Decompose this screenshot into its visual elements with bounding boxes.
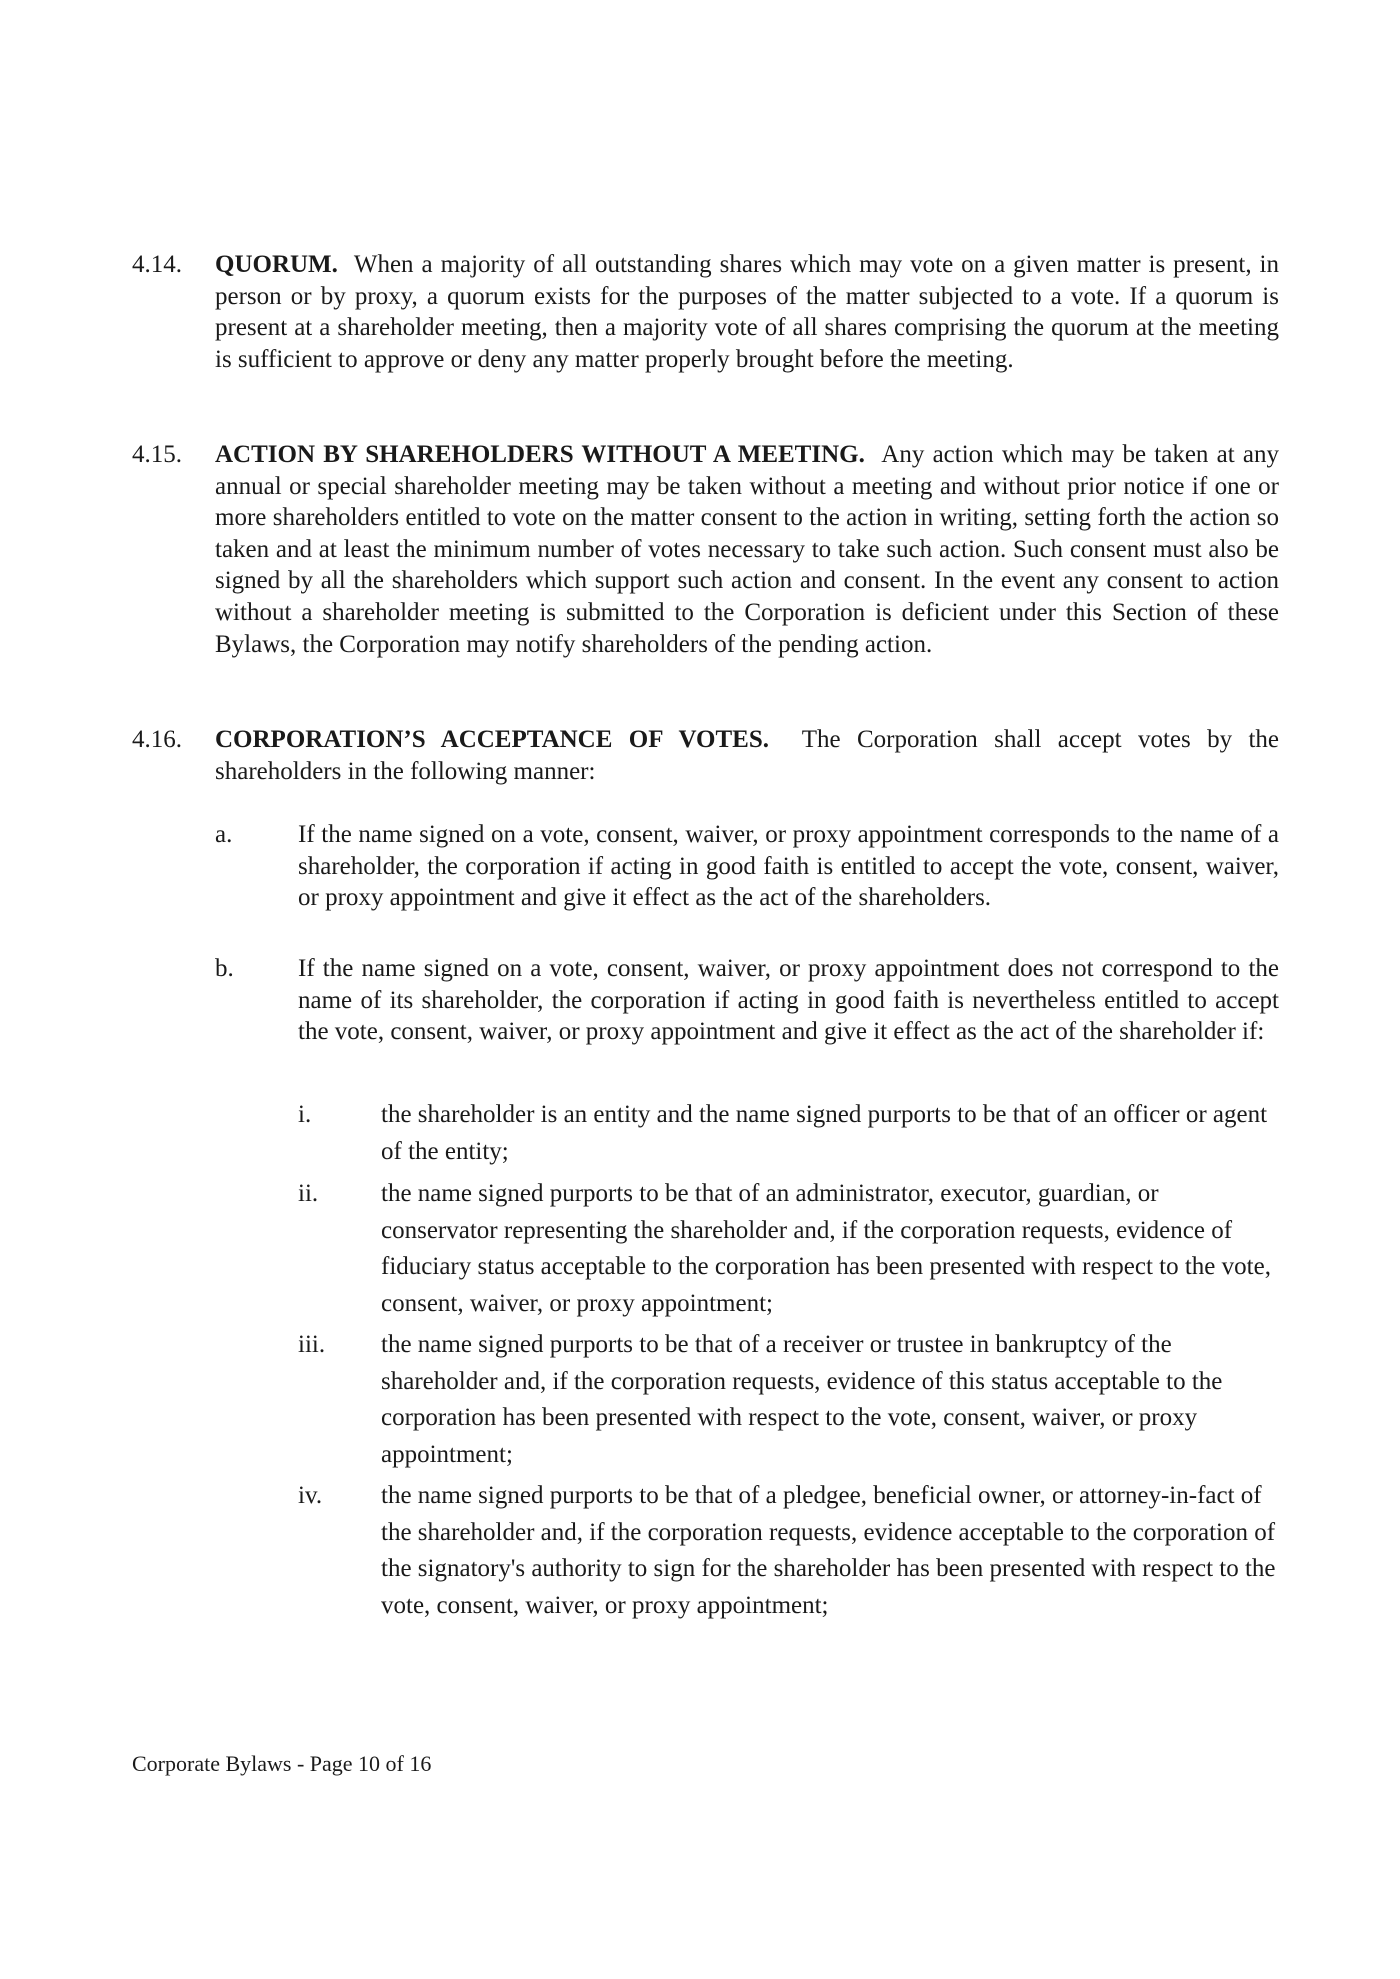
sub-item-text: the name signed purports to be that of a receiver or trustee in bankruptcy of the shareholder and, if the corporation requests, evidence of this status acceptable to the corporation has been presented with respect to the vote, consent, waiver, or proxy appointment; [381,1331,1223,1468]
sub-item-text: the shareholder is an entity and the name signed purports to be that of an officer or agent of the entity; [381,1101,1268,1165]
sub-item-ii [298,1176,1279,1322]
section-text: When a majority of all outstanding shares which may vote on a given matter is present, in person or by proxy, a quorum exists for the purposes of the matter subjected to a vote. If a quorum is present at a shareholder meeting, then a majority vote of all shares comprising the quorum at the meeting is sufficient to approve or deny any matter properly brought before the meeting. [215,251,1279,373]
section-4-15 [132,439,1279,660]
section-body [215,724,1279,787]
list-item-label: a. [215,821,233,848]
list-item-label: b. [215,955,234,982]
section-4-16 [132,724,1279,787]
section-number: 4.16. [132,726,182,753]
sub-item-i [298,1097,1279,1170]
sub-item-label: ii. [298,1180,319,1207]
sub-item-iii [298,1327,1279,1473]
sub-item-label: i. [298,1101,312,1128]
section-number: 4.14. [132,251,182,278]
section-text: Any action which may be taken at any annual or special shareholder meeting may be taken without a meeting and without prior notice if one or more shareholders entitled to vote on the matter consent to the action in writing, setting forth the action so taken and at least the minimum number of votes necessary to take such action. Such consent must also be signed by all the shareholders which support such action and consent. In the event any consent to action without a shareholder meeting is submitted to the Corporation is deficient under this Section of these Bylaws, the Corporation may notify shareholders of the pending action. [215,441,1280,658]
sub-item-text: the name signed purports to be that of an administrator, executor, guardian, or conservator representing the shareholder and, if the corporation requests, evidence of fiduciary status acceptable to the corporation has been presented with respect to the vote, consent, waiver, or proxy appointment; [381,1180,1271,1317]
section-text: The Corporation shall accept votes by the shareholders in the following manner: [215,726,1280,785]
list-item-a [215,819,1279,914]
section-number: 4.15. [132,441,182,468]
section-body [215,249,1279,375]
list-item-text: If the name signed on a vote, consent, waiver, or proxy appointment corresponds to the name of a shareholder, the corporation if acting in good faith is entitled to accept the vote, consent, waiver, or proxy appointment and give it effect as the act of the shareholders. [298,821,1279,912]
section-title: ACTION BY SHAREHOLDERS WITHOUT A MEETING. [215,441,865,468]
section-body [215,439,1279,660]
page-footer: Corporate Bylaws - Page 10 of 16 [132,1751,432,1776]
list-item-b [215,953,1279,1048]
section-title: CORPORATION’S ACCEPTANCE OF VOTES. [215,726,769,753]
section-title: QUORUM. [215,251,338,278]
sub-item-iv [298,1478,1279,1624]
list-item-text: If the name signed on a vote, consent, waiver, or proxy appointment does not correspond to the name of its shareholder, the corporation if acting in good faith is nevertheless entitled to accept the vote, consent, waiver, or proxy appointment and give it effect as the act of the shareholder if: [298,955,1279,1046]
sub-item-label: iv. [298,1482,323,1509]
sub-item-label: iii. [298,1331,326,1358]
section-4-14 [132,249,1279,375]
sub-item-text: the name signed purports to be that of a pledgee, beneficial owner, or attorney-in-fact of the shareholder and, if the corporation requests, evidence acceptable to the corporation of the signatory's authority to sign for the shareholder has been presented with respect to the vote, consent, waiver, or proxy appointment; [381,1482,1276,1619]
